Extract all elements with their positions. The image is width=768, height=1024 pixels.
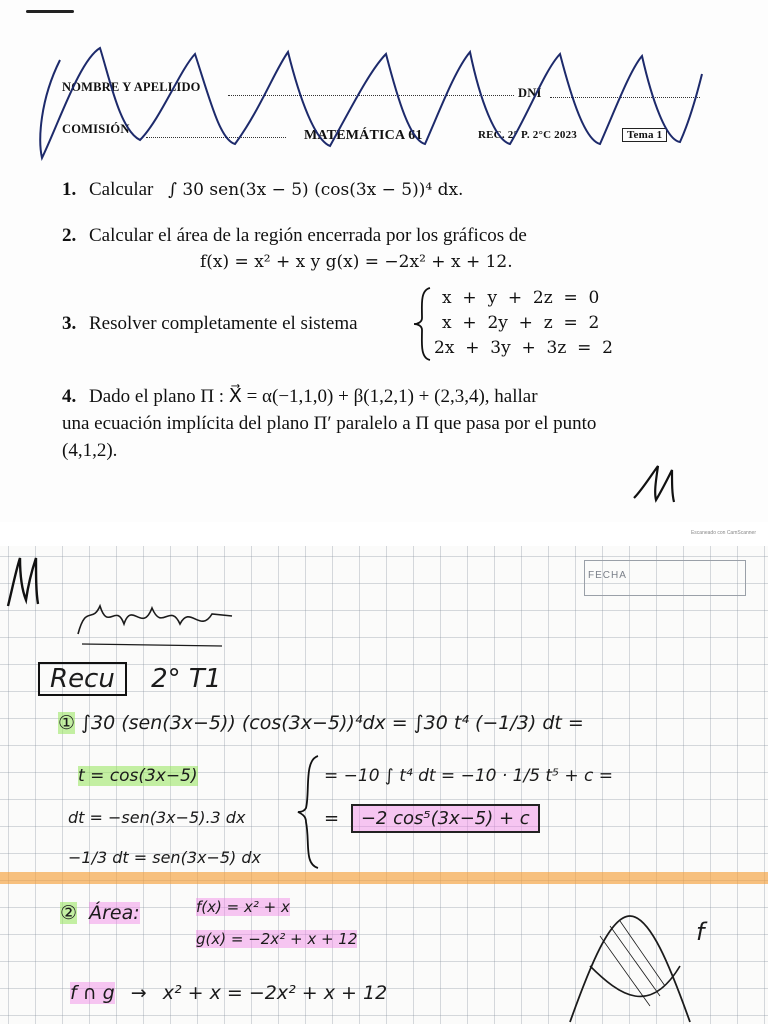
margin-initial — [4, 550, 44, 610]
exercise-2-number: ② — [60, 902, 78, 924]
question-1-text: Calcular — [89, 179, 154, 200]
system-brace — [412, 286, 434, 362]
intersection-row: f ∩ g → x² + x = −2x² + x + 12 — [70, 982, 388, 1004]
function-f: f(x) = x² + x — [196, 898, 290, 916]
question-4-line-3: (4,1,2). — [62, 440, 118, 461]
intersection-label: f ∩ g — [70, 982, 115, 1004]
question-3 — [62, 310, 358, 337]
question-1-formula: ∫ 30 sen(3x − 5) (cos(3x − 5))⁴ dx. — [168, 180, 464, 200]
title-row — [38, 664, 221, 694]
system-row-2: x + 2y + z = 2 — [442, 313, 600, 333]
question-4-line-2: una ecuación implícita del plano Π′ paralelo a Π que pasa por el punto — [62, 413, 597, 434]
exercise-1-step-2: = −10 ∫ t⁴ dt = −10 · 1/5 t⁵ + c = — [324, 766, 613, 786]
question-2-number: 2. — [62, 225, 77, 246]
comision-label: COMISIÓN — [62, 122, 130, 136]
question-1 — [62, 176, 463, 204]
question-4-line-1: Dado el plano Π : X⃗ = α(−1,1,0) + β(1,2,1) + (2,3,4), hallar — [89, 386, 538, 407]
substitution-t: t = cos(3x−5) — [78, 766, 198, 786]
orange-highlight-stripe — [0, 872, 768, 884]
nombre-label: NOMBRE Y APELLIDO — [62, 80, 201, 94]
result-row: = −2 cos⁵(3x−5) + c — [324, 808, 540, 829]
dni-label: DNI — [518, 86, 542, 100]
function-g: g(x) = −2x² + x + 12 — [196, 930, 358, 948]
system-row-1: x + y + 2z = 0 — [442, 288, 600, 308]
question-3-text: Resolver completamente el sistema — [89, 313, 358, 334]
scanner-watermark: Escaneado con CamScanner — [690, 530, 756, 536]
exercise-2-heading — [60, 902, 140, 924]
rec-label: REC. 2° P. 2°C 2023 — [478, 129, 577, 141]
question-2 — [62, 222, 527, 249]
notebook-scribble — [72, 594, 242, 650]
tema-badge: Tema 1 — [622, 128, 667, 142]
sketch-graph — [560, 906, 710, 1024]
work-brace — [296, 752, 322, 872]
substitution-dx: −1/3 dt = sen(3x−5) dx — [68, 848, 261, 867]
materia-label: MATEMÁTICA 61 — [304, 128, 423, 143]
question-4 — [62, 383, 538, 410]
graph-label-f: f — [696, 918, 705, 946]
recu-title-box: Recu — [38, 662, 127, 696]
intersection-equation: x² + x = −2x² + x + 12 — [162, 982, 388, 1004]
question-1-number: 1. — [62, 179, 77, 200]
exercise-1-result: −2 cos⁵(3x−5) + c — [351, 804, 540, 833]
title-rest: 2° T1 — [151, 664, 222, 694]
handwritten-initial — [628, 460, 688, 506]
exercise-2-label: Área: — [89, 902, 140, 924]
exercise-1-number: ① — [58, 712, 76, 734]
scribble-signature — [30, 40, 740, 170]
question-3-number: 3. — [62, 313, 77, 334]
exercise-1-line — [58, 712, 584, 734]
substitution-dt: dt = −sen(3x−5).3 dx — [68, 808, 246, 827]
question-2-text: Calcular el área de la región encerrada por los gráficos de — [89, 225, 527, 246]
fecha-label: FECHA — [588, 570, 627, 581]
corner-mark — [26, 10, 74, 13]
exercise-1-integral: ∫30 (sen(3x−5)) (cos(3x−5))⁴dx = ∫30 t⁴ (−1/3) dt = — [81, 712, 584, 734]
question-4-number: 4. — [62, 386, 77, 407]
system-row-3: 2x + 3y + 3z = 2 — [434, 338, 613, 358]
notebook-page — [0, 546, 768, 1024]
question-2-formula: f(x) = x² + x y g(x) = −2x² + x + 12. — [200, 252, 513, 272]
